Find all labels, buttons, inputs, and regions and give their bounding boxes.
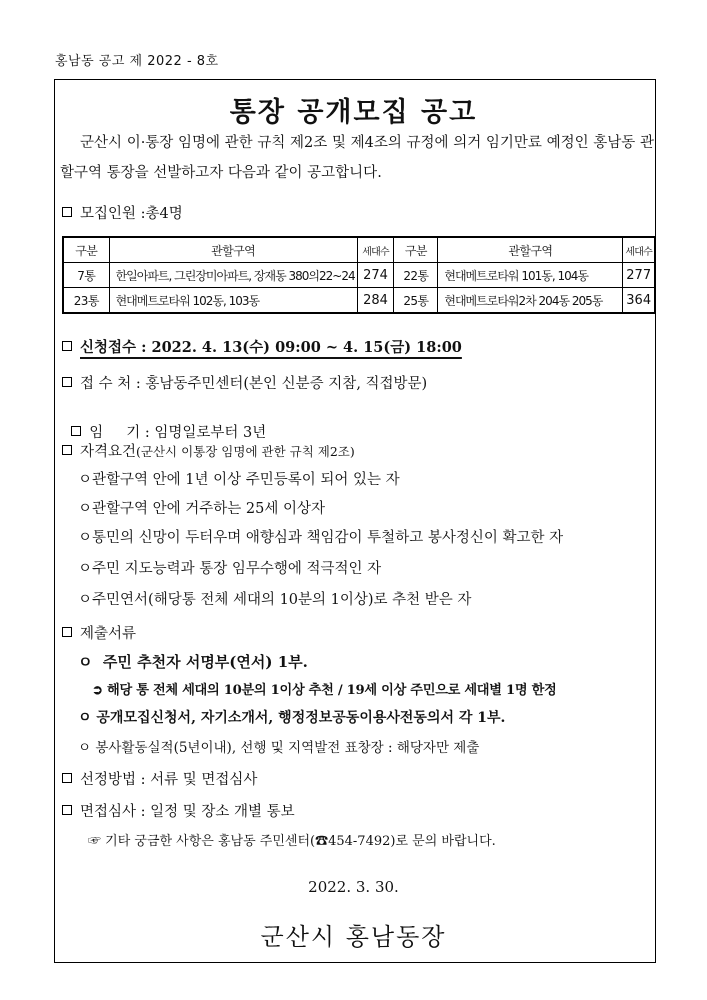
application-line	[62, 336, 462, 357]
table-cell: 274	[357, 263, 394, 288]
square-bullet-icon	[62, 377, 72, 387]
document-item-petition-note: ➲ 해당 통 전체 세대의 10분의 1이상 추천 / 19세 이상 주민으로 세대별 1명 한정	[92, 683, 557, 698]
qualifications-note: (군산시 이통장 임명에 관한 규칙 제2조)	[136, 444, 355, 459]
table-header-cell: 세대수	[357, 237, 394, 263]
square-bullet-icon	[71, 426, 81, 436]
qualification-item: ㅇ관할구역 안에 거주하는 25세 이상자	[78, 501, 325, 517]
application-period: 신청접수 : 2022. 4. 13(수) 09:00 ~ 4. 15(금) 18:00	[80, 339, 462, 356]
table-cell: 현대메트로타워 102동, 103동	[109, 288, 357, 314]
term-line	[62, 405, 266, 442]
table-cell: 25통	[394, 288, 438, 314]
square-bullet-icon	[62, 805, 72, 815]
table-header-cell: 세대수	[623, 237, 655, 263]
intro-paragraph: 군산시 이·통장 임명에 관한 규칙 제2조 및 제4조의 규정에 의거 임기만료 예정인 홍남동 관할구역 통장을 선발하고자 다음과 같이 공고합니다.	[60, 135, 654, 181]
table-row	[63, 263, 655, 288]
table-cell: 364	[623, 288, 655, 314]
table-cell: 7통	[63, 263, 109, 288]
table-cell: 현대메트로타워2차 204동 205동	[438, 288, 623, 314]
selection-text: 선정방법 : 서류 및 면접심사	[80, 772, 258, 788]
term-text: 임 기 : 임명일로부터 3년	[89, 425, 267, 441]
documents-heading	[62, 622, 136, 643]
contact-note: ☞ 기타 궁금한 사항은 홍남동 주민센터(☎454-7492)로 문의 바랍니다.	[88, 834, 496, 849]
table-header-cell: 구분	[394, 237, 438, 263]
square-bullet-icon	[62, 207, 72, 217]
document-item-forms: ㅇ 공개모집신청서, 자기소개서, 행정정보공동이용사전동의서 각 1부.	[78, 710, 506, 726]
documents-title: 제출서류	[80, 626, 137, 642]
table-header-cell: 구분	[63, 237, 109, 263]
notice-date: 2022. 3. 30.	[308, 878, 399, 896]
reception-text: 접 수 처 : 홍남동주민센터(본인 신분증 지참, 직접방문)	[80, 376, 428, 392]
notice-number: 홍남동 공고 제 2022 - 8호	[55, 54, 219, 69]
square-bullet-icon	[62, 445, 72, 455]
table-cell: 현대메트로타워 101동, 104동	[438, 263, 623, 288]
qualification-item: ㅇ관할구역 안에 1년 이상 주민등록이 되어 있는 자	[78, 472, 400, 488]
recruitment-line	[62, 202, 183, 223]
district-table	[62, 236, 656, 314]
recruitment-label: 모집인원 :총4명	[80, 206, 183, 222]
table-header-cell: 관할구역	[438, 237, 623, 263]
qualifications-title: 자격요건	[80, 444, 137, 460]
page-title: 통장 공개모집 공고	[229, 97, 478, 128]
table-cell: 22통	[394, 263, 438, 288]
qualification-item: ㅇ주민 지도능력과 통장 임무수행에 적극적인 자	[78, 561, 382, 577]
table-cell: 277	[623, 263, 655, 288]
document-item-petition: ㅇ 주민 추천자 서명부(연서) 1부.	[78, 653, 308, 671]
interview-line	[62, 800, 295, 821]
square-bullet-icon	[62, 773, 72, 783]
signer-name: 군산시 홍남동장	[260, 923, 447, 951]
selection-line	[62, 768, 257, 789]
table-header-cell: 관할구역	[109, 237, 357, 263]
table-cell: 284	[357, 288, 394, 314]
qualifications-heading	[62, 440, 355, 461]
table-row	[63, 288, 655, 314]
table-cell: 한일아파트, 그린장미아파트, 장재동 380의22~24	[109, 263, 357, 288]
square-bullet-icon	[62, 627, 72, 637]
document-item-optional: ㅇ 봉사활동실적(5년이내), 선행 및 지역발전 표창장 : 해당자만 제출	[78, 740, 480, 756]
qualification-item: ㅇ주민연서(해당통 전체 세대의 10분의 1이상)로 추천 받은 자	[78, 592, 472, 608]
reception-line	[62, 372, 427, 393]
table-header-row	[63, 237, 655, 263]
table-cell: 23통	[63, 288, 109, 314]
interview-text: 면접심사 : 일정 및 장소 개별 통보	[80, 804, 295, 820]
qualification-item: ㅇ통민의 신망이 두터우며 애향심과 책임감이 투철하고 봉사정신이 확고한 자	[78, 530, 564, 546]
square-bullet-icon	[62, 341, 72, 351]
